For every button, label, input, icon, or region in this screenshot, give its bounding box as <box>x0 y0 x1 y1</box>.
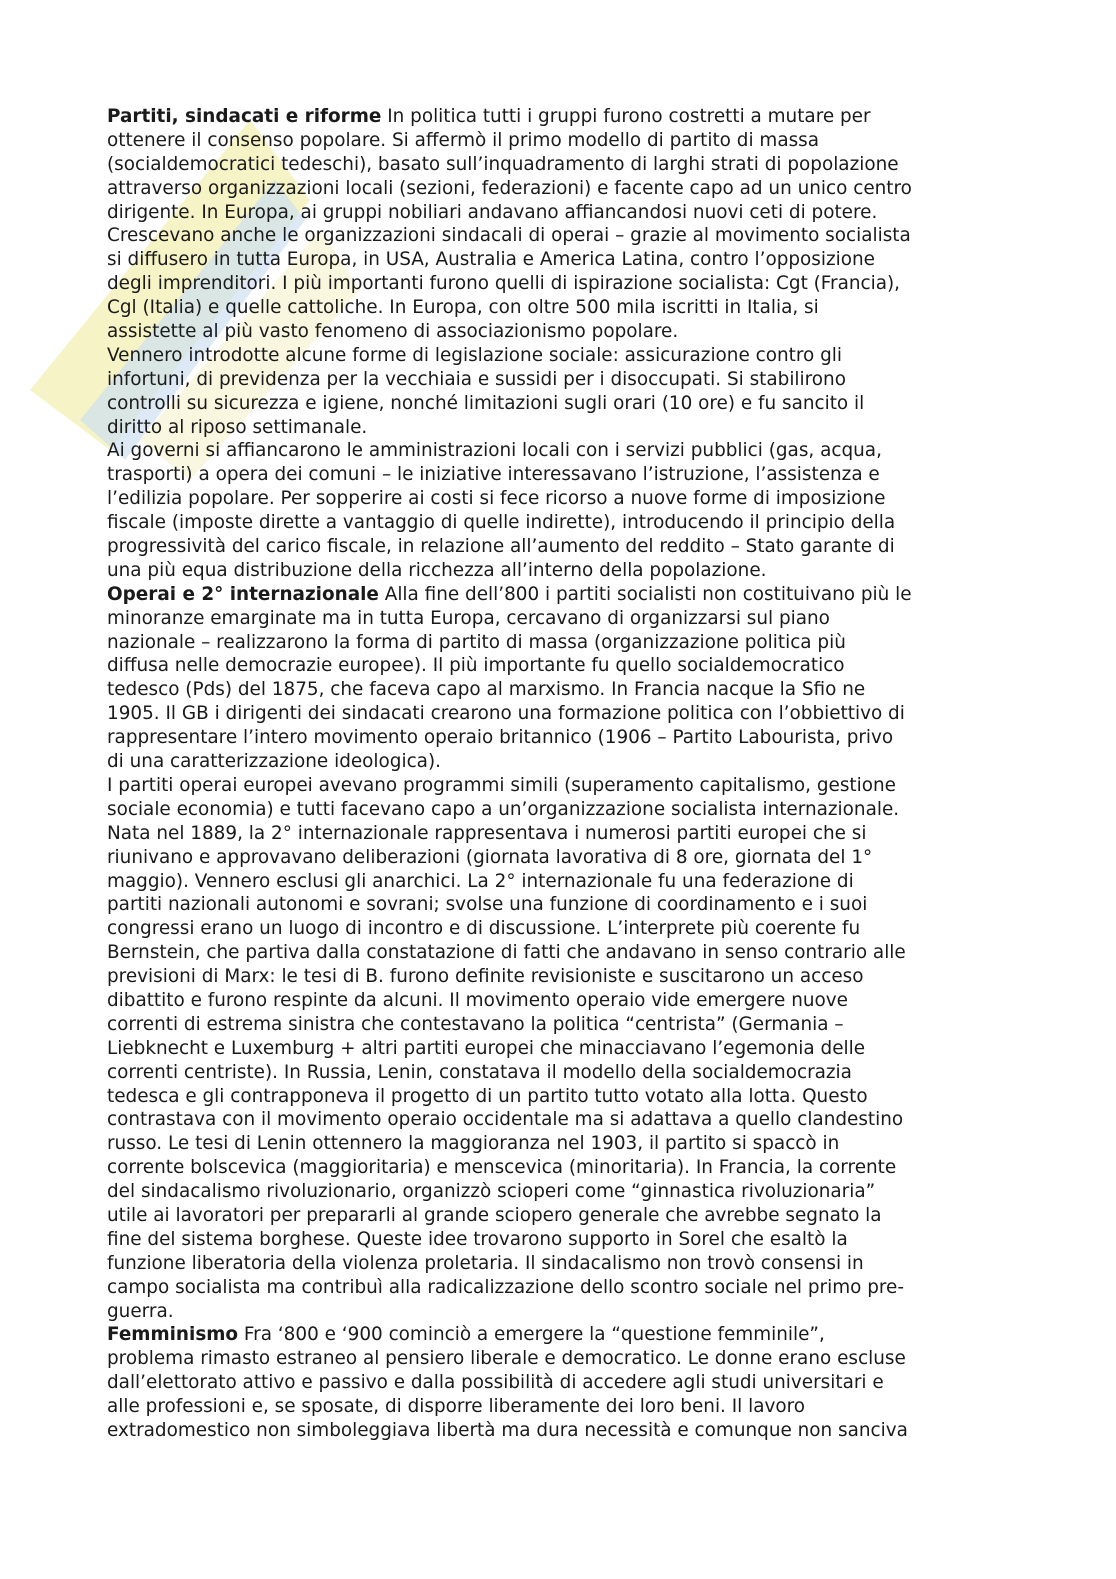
text-line: russo. Le tesi di Lenin ottennero la maggioranza nel 1903, il partito si spaccò in <box>107 1133 840 1155</box>
text-line: l’edilizia popolare. Per sopperire ai costi si fece ricorso a nuove forme di imposizione <box>107 488 886 510</box>
text-line: dirigente. In Europa, ai gruppi nobiliari andavano affiancandosi nuovi ceti di potere. <box>107 201 878 223</box>
text-line: infortuni, di previdenza per la vecchiaia e sussidi per i disoccupati. Si stabilirono <box>107 368 846 390</box>
text-line: attraverso organizzazioni locali (sezioni, federazioni) e facente capo ad un unico centro <box>107 177 912 199</box>
section-operai <box>107 583 1007 1324</box>
section-title: Femminismo <box>107 1324 239 1346</box>
text-line: Nata nel 1889, la 2° internazionale rappresentava i numerosi partiti europei che si <box>107 822 867 844</box>
text-line: Femminismo Fra ‘800 e ‘900 cominciò a emergere la “questione femminile”, <box>107 1324 825 1346</box>
text-line: sociale economia) e tutti facevano capo a un’organizzazione socialista internazionale. <box>107 798 900 820</box>
text-line: campo socialista ma contribuì alla radicalizzazione dello scontro sociale nel primo pre- <box>107 1276 904 1298</box>
text-line: fiscale (imposte dirette a vantaggio di quelle indirette), introducendo il principio della <box>107 512 896 534</box>
text-line: di una caratterizzazione ideologica). <box>107 751 441 773</box>
text-line: (socialdemocratici tedeschi), basato sull’inquadramento di larghi strati di popolazione <box>107 153 899 175</box>
text-line: diffusa nelle democrazie europee). Il più importante fu quello socialdemocratico <box>107 655 845 677</box>
section-femminismo <box>107 1323 1007 1442</box>
text-line: utile ai lavoratori per prepararli al grande sciopero generale che avrebbe segnato la <box>107 1204 882 1226</box>
text-line: Liebknecht e Luxemburg + altri partiti europei che minacciavano l’egemonia delle <box>107 1037 866 1059</box>
text-line: tedesca e gli contrapponeva il progetto di un partito tutto votato alla lotta. Questo <box>107 1085 868 1107</box>
text-line: Operai e 2° internazionale Alla fine dell’800 i partiti socialisti non costituivano più le <box>107 583 912 605</box>
text-line: Vennero introdotte alcune forme di legislazione sociale: assicurazione contro gli <box>107 344 843 366</box>
text-line: 1905. Il GB i dirigenti dei sindacati crearono una formazione politica con l’obbiettivo di <box>107 703 905 725</box>
text-line: maggio). Vennero esclusi gli anarchici. La 2° internazionale fu una federazione di <box>107 870 854 892</box>
text-line: degli imprenditori. I più importanti furono quelli di ispirazione socialista: Cgt (Francia), <box>107 273 901 295</box>
text-line: del sindacalismo rivoluzionario, organizzò scioperi come “ginnastica rivoluzionaria” <box>107 1181 876 1203</box>
text-line: nazionale – realizzarono la forma di partito di massa (organizzazione politica più <box>107 631 846 653</box>
text-line: dibattito e furono respinte da alcuni. Il movimento operaio vide emergere nuove <box>107 989 848 1011</box>
text-line: Crescevano anche le organizzazioni sindacali di operai – grazie al movimento socialista <box>107 225 911 247</box>
text-line: diritto al riposo settimanale. <box>107 416 368 438</box>
text-line: partiti nazionali autonomi e sovrani; svolse una funzione di coordinamento e i suoi <box>107 894 868 916</box>
text-line: Cgl (Italia) e quelle cattoliche. In Europa, con oltre 500 mila iscritti in Italia, si <box>107 297 819 319</box>
text-line: Partiti, sindacati e riforme In politica tutti i gruppi furono costretti a mutare per <box>107 106 871 127</box>
text-line: congressi erano un luogo di incontro e di discussione. L’interprete più coerente fu <box>107 918 861 940</box>
section-title: Partiti, sindacati e riforme <box>107 106 382 127</box>
text-line: si diffusero in tutta Europa, in USA, Australia e America Latina, contro l’opposizione <box>107 249 875 271</box>
text-line: assistette al più vasto fenomeno di associazionismo popolare. <box>107 321 679 343</box>
text-line: Ai governi si affiancarono le amministrazioni locali con i servizi pubblici (gas, acqua, <box>107 440 882 462</box>
text-line: ottenere il consenso popolare. Si affermò il primo modello di partito di massa <box>107 129 820 151</box>
text-line: tedesco (Pds) del 1875, che faceva capo al marxismo. In Francia nacque la Sfio ne <box>107 679 866 701</box>
text-line: guerra. <box>107 1300 174 1322</box>
text-line: correnti centriste). In Russia, Lenin, constatava il modello della socialdemocrazia <box>107 1061 852 1083</box>
text-line: riunivano e approvavano deliberazioni (giornata lavorativa di 8 ore, giornata del 1° <box>107 846 873 868</box>
text-line: previsioni di Marx: le tesi di B. furono definite revisioniste e suscitarono un acceso <box>107 966 864 988</box>
text-line: fine del sistema borghese. Queste idee trovarono supporto in Sorel che esaltò la <box>107 1228 848 1250</box>
text-line: alle professioni e, se sposate, di disporre liberamente dei loro beni. Il lavoro <box>107 1396 806 1418</box>
text-line: contrastava con il movimento operaio occidentale ma si adattava a quello clandestino <box>107 1109 904 1131</box>
text-line: Bernstein, che partiva dalla constatazione di fatti che andavano in senso contrario alle <box>107 942 906 964</box>
text-line: I partiti operai europei avevano programmi simili (superamento capitalismo, gestione <box>107 774 896 796</box>
text-line: una più equa distribuzione della ricchezza all’interno della popolazione. <box>107 559 767 581</box>
text-line: trasporti) a opera dei comuni – le iniziative interessavano l’istruzione, l’assistenza e <box>107 464 880 486</box>
text-line: progressività del carico fiscale, in relazione all’aumento del reddito – Stato garante di <box>107 536 895 558</box>
text-line: controlli su sicurezza e igiene, nonché limitazioni sugli orari (10 ore) e fu sancito il <box>107 392 865 414</box>
text-line: minoranze emarginate ma in tutta Europa, cercavano di organizzarsi sul piano <box>107 607 830 629</box>
text-line: corrente bolscevica (maggioritaria) e menscevica (minoritaria). In Francia, la corrente <box>107 1157 897 1179</box>
text-line: funzione liberatoria della violenza proletaria. Il sindacalismo non trovò consensi in <box>107 1252 864 1274</box>
text-line: rappresentare l’intero movimento operaio britannico (1906 – Partito Labourista, privo <box>107 727 894 749</box>
text-line: correnti di estrema sinistra che contestavano la politica “centrista” (Germania – <box>107 1013 844 1035</box>
section-partiti <box>107 105 1007 583</box>
text-line: extradomestico non simboleggiava libertà ma dura necessità e comunque non sanciva <box>107 1419 908 1441</box>
text-line: problema rimasto estraneo al pensiero liberale e democratico. Le donne erano escluse <box>107 1348 906 1370</box>
document-body <box>107 105 1007 1443</box>
section-title: Operai e 2° internazionale <box>107 583 379 605</box>
text-line: dall’elettorato attivo e passivo e dalla possibilità di accedere agli studi universitari e <box>107 1372 884 1394</box>
